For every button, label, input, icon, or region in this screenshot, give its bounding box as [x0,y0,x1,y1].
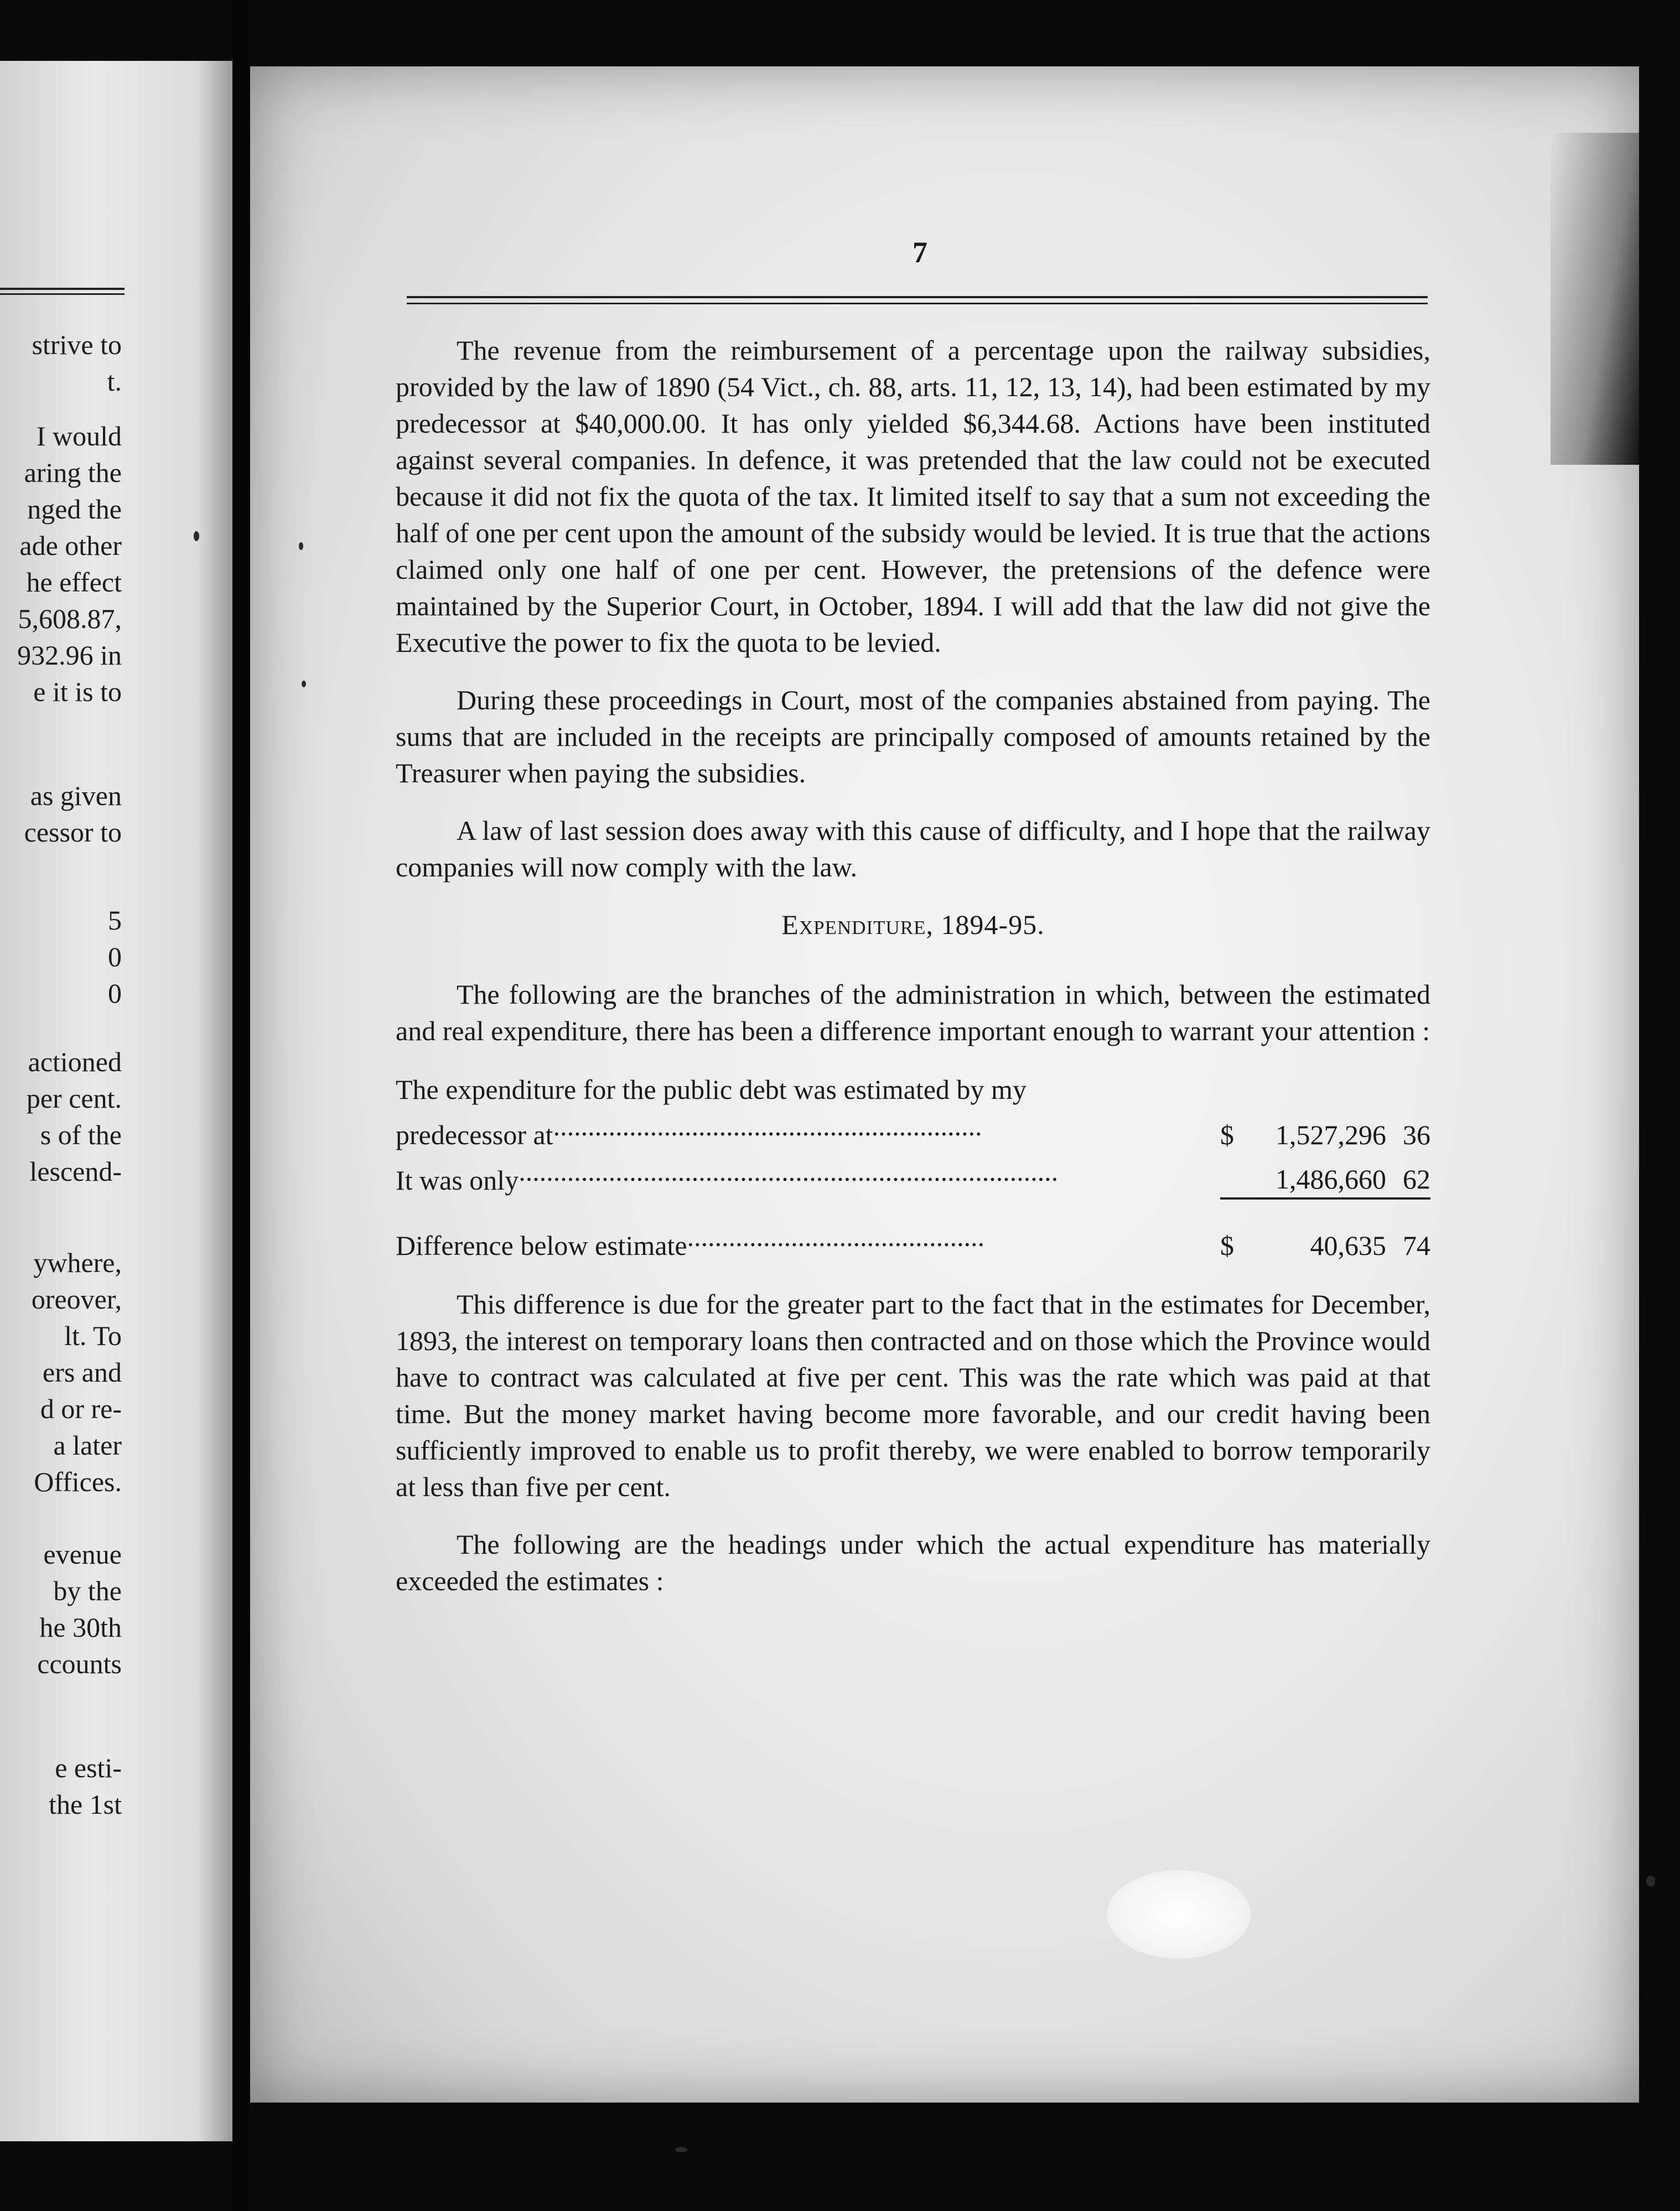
faded-stamp-mark [1107,1870,1251,1959]
left-page-line: 0 [108,978,122,1009]
left-page-line: he effect [26,567,122,598]
leader-dots: .............................................................................. [518,1156,1059,1187]
paragraph-railway-subsidies: The revenue from the reimbursement of a percentage upon the railway subsidies, provided by the law of 1890 (54 Vict., ch. 88, arts. 11, 12, 13, 14), had been estimated by my predecessor at $40,000.00. It has only yielded $6,344.68. Actions have been instituted against several companies. In defence, it was pretended that the law could not be executed because it did not fix the quota of the tax. It limited itself to say that a sum not exceeding the half of one per cent upon the amount of the subsidy would be levied. It is true that the actions claimed only one half of one per cent. However, the pretensions of the defence were maintained by the Superior Court, in October, 1894. I will add that the law did not give the Executive the power to fix the quota to be levied. [396,335,1430,658]
statement-estimate-currency: $ [1220,1119,1234,1150]
scan-speck [675,2147,687,2152]
left-page-line: Offices. [34,1466,122,1497]
left-page-line: actioned [28,1046,122,1077]
statement-actual-cents: 62 [1403,1164,1430,1195]
statement-difference-dollars: 40,635 [1253,1198,1386,1264]
left-page-line: s of the [40,1119,122,1150]
scan-speck [1646,1876,1655,1887]
left-page-line: ade other [19,530,122,561]
section-heading-expenditure: Expenditure, 1894-95. [781,909,1045,940]
leader-dots: ........................................... [687,1221,985,1252]
statement-predecessor-text: predecessor at [396,1119,553,1150]
statement-estimate-label: The expenditure for the public debt was estimated by my [396,1074,1026,1105]
paragraph-difference-explanation: This difference is due for the greater part to the fact that in the estimates for December, 1893, the interest on temporary loans then contracted and on those which the Province would have to contract was calculated at five per cent. This was the rate which was paid at that time. But the money market having become more favorable, and our credit having been sufficiently improved to enable us to profit thereby, we were enabled to borrow temporarily at less than five per cent. [396,1289,1430,1502]
statement-row-actual [396,1153,1430,1198]
statement-actual-dollars: 1,486,660 [1275,1164,1386,1195]
left-page-line: oreover, [31,1284,122,1315]
left-page-line: 932.96 in [17,640,122,671]
left-page-line: lt. To [64,1320,122,1351]
statement-difference-currency: $ [1220,1198,1253,1264]
left-page-line: lescend- [29,1156,122,1187]
left-page-line: by the [53,1575,122,1606]
left-page-line: ccounts [37,1648,122,1679]
paragraph-branches-intro: The following are the branches of the administration in which, between the estimated and real expenditure, there has been a difference important enough to warrant your attention : [396,979,1430,1046]
left-page-line: e esti- [55,1752,122,1783]
left-page-line: a later [53,1430,122,1461]
statement-difference-cents: 74 [1386,1198,1430,1264]
scan-speck [302,681,306,687]
paragraph-headings-intro: The following are the headings under which the actual expenditure has materially exceeded the estimates : [396,1529,1430,1596]
statement-row-estimate [396,1108,1430,1153]
statement-estimate-cents: 36 [1403,1119,1430,1150]
left-page-line: ywhere, [33,1247,122,1278]
left-page-line: 0 [108,941,122,972]
statement-difference-text: Difference below estimate [396,1230,687,1261]
left-page-line: d or re- [40,1393,122,1424]
left-page-line: t. [107,366,122,397]
statement-predecessor-label [396,1108,1220,1153]
page-corner-fold [1551,133,1639,465]
page-body [396,332,1430,1620]
statement-difference-label [396,1198,1220,1264]
scan-speck [299,542,303,550]
left-page-line: the 1st [49,1789,122,1820]
left-page-line: cessor to [24,817,122,848]
left-page-line: evenue [43,1539,122,1570]
left-page-header-rule [0,288,125,295]
statement-row-estimate-label [396,1071,1430,1108]
left-page-line: as given [30,780,122,811]
left-page-line: e it is to [33,676,122,707]
left-page-line: strive to [32,329,122,360]
public-debt-statement [396,1071,1430,1264]
page-number: 7 [912,236,927,269]
left-page-line: 5 [108,905,122,936]
scan-speck [194,531,199,541]
leader-dots: .............................................................. [553,1110,982,1141]
left-page-line: aring the [24,457,122,488]
statement-estimate-dollars: 1,527,296 [1275,1119,1386,1150]
facing-page-left [0,61,232,2141]
statement-actual-label [396,1153,1220,1198]
left-page-line: ers and [43,1357,122,1388]
page-header-rule [407,296,1428,304]
paragraph-new-law: A law of last session does away with this cause of difficulty, and I hope that the railway companies will now comply with the law. [396,815,1430,883]
left-page-line: nged the [27,494,122,525]
left-page-line: per cent. [26,1083,122,1114]
left-page-line: 5,608.87, [18,603,122,634]
left-page-line: he 30th [39,1612,122,1643]
left-page-line: I would [36,421,122,451]
statement-actual-currency [1220,1153,1253,1198]
statement-row-difference [396,1198,1430,1264]
statement-actual-text: It was only [396,1165,519,1196]
book-gutter [232,0,249,2211]
paragraph-court-proceedings: During these proceedings in Court, most of the companies abstained from paying. The sums that are included in the receipts are principally composed of amounts retained by the Treasurer when paying the subsidies. [396,684,1430,788]
